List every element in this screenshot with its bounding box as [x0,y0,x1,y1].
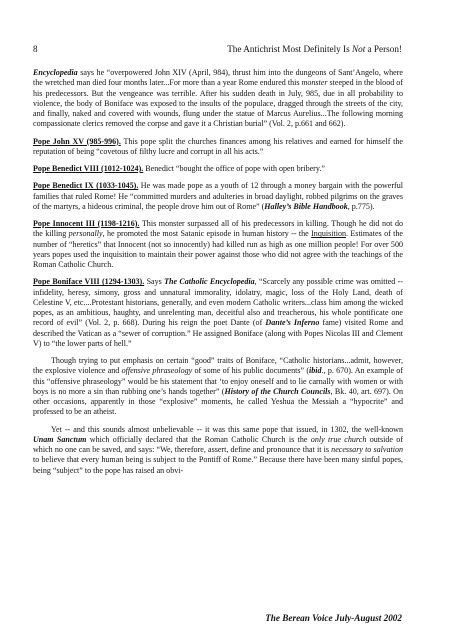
pope-heading: Pope Benedict IX (1033-1045). [33,181,139,191]
text-span: ., p. 670). An example of this “offensive phraseology” would be his statement that ‘to enjoy oneself and to lie carnally with women or with boys is no more a sin than rubbing one’s hands together” ( [33,366,404,396]
history-ref: History of the Church Councils [224,386,331,396]
paragraph-john-xv [33,137,403,158]
text-span: Benedict “bought the office of pope with open bribery.” [143,164,325,173]
unam-sanctum-ref: Unam Sanctum [33,434,87,444]
text-span: Says [144,277,165,287]
text-span: , Bk. 40, art. 697). On other occasions, apparently in those “explosive” moments, he called Yeshua the Messiah a “hypocrite” and professed to be an atheist. [33,386,403,417]
magazine-name: The Berean Voice [265,613,333,623]
inquisition-underline: Inquisition [311,229,346,239]
paragraph-innocent-iii [33,219,403,270]
monster-emphasis: monster [301,78,328,88]
running-title-pre: The Antichrist Most Definitely Is [227,44,352,54]
pope-heading: Pope John XV (985-996). [33,136,121,146]
text-span: says he “overpowered John XIV (April, 984), thrust him into the dungeons of Sant’Angelo, where the wretched man died four months later...For more than a year Rome endured this [33,68,403,88]
encyclopedia-ref: Encyclopedia [33,68,78,77]
text-span: This monster surpassed all of his predecessors in killing. Though he did not do the killing [33,219,403,239]
book-ref: Halley’s Bible Handbook [264,201,348,211]
text-span: outside of which no one can be saved, and says: “We, therefore, assert, define and pronounce that it is [33,434,403,454]
paragraph-unam-sanctum [33,425,403,476]
article-body [33,68,403,483]
text-span: . Estimates of the number of “heretics” that Innocent (not so innocently) had killed run as high as one million people! For over 500 years popes used the inquisition to maintain their power against those who did not agree with the teachings of the Roman Catholic Church. [33,229,403,269]
page-header [33,44,402,55]
text-span: , “Scarcely any possible crime was omitted -- infidelity, heresy, simony, gross and unnatural immorality, idolatry, magic, loss of the Holy Land, death of Celestine V, etc....Protestant historians, generally, and even modern Catholic writers...class him among the wicked popes, as an ambitious, haughty, and unrelenting man, deceitful also and treacherous, his whole pontificate one record of evil” (Vol. 2, p. 668). During his reign the poet Dante (of [33,277,403,328]
only-true-church-emphasis: only true church [310,434,367,444]
paragraph-benedict-viii [33,164,403,174]
catholic-encyclopedia-ref: The Catholic Encyclopedia [164,277,255,287]
pope-heading: Pope Boniface VIII (1294-1303). [33,277,145,287]
text-span: , p.775). [347,201,375,211]
running-title [227,44,402,55]
text-span: He was made pope as a youth of 12 through a money bargain with the powerful families that ruled Rome! He “committed murders and adulteries in broad daylight, robbed pilgrims on the graves of the martyrs, a hideous criminal, the people drove him out of Rome” ( [33,181,403,211]
text-span: which officially declared that the Roman Catholic Church is the [86,434,311,444]
paragraph-encyclopedia-quote [33,68,403,130]
text-span: fame) visited Rome and described the Vatican as a “sewer of corruption.” He assigned Boniface (along with Popes Nicolas III and Clement V) to “the lower parts of hell.” [33,318,403,348]
running-title-post: a Person! [365,44,402,54]
text-span: Yet -- and this sounds almost unbelievable -- it was this same pope that issued, in 1302, the well-known [51,424,403,434]
text-span: steeped in the blood of his predecessors. But the vengeance was terrible. After his sudden death in July, 985, due in all probability to violence, the body of Boniface was exposed to the insults of the populace, dragged through the streets of the city, and finally, naked and covered with wounds, flung under the statue of Marcus Aurelius...The following morning compassionate clerics removed the corpse and gave it a Christian burial” (Vol. 2, p.661 and 662). [33,78,403,129]
paragraph-boniface-viii [33,277,403,349]
running-title-emphasis: Not [351,44,366,54]
text-span: Though trying to put emphasis on certain “good” traits of Boniface, “Catholic historians...admit, however, the explosive violence and [33,356,403,376]
paragraph-benedict-ix [33,181,403,212]
dante-ref: Dante’s Inferno [265,318,320,328]
text-span: to believe that every human being is subject to the Pontiff of Rome.” Because there have been many sinful popes, being “subject” to the pope has raised an obvi- [33,455,403,475]
offensive-emphasis: offensive phraseology [121,366,193,376]
page-number: 8 [33,44,38,54]
pope-heading: Pope Benedict VIII (1012-1024). [33,164,144,173]
personally-emphasis: personally [68,229,103,239]
issue-date: July-August 2002 [332,613,402,623]
text-span: , he promoted the most Satanic episode in human history -- the [102,229,312,239]
necessary-emphasis: necessary to salvation [331,445,404,454]
pope-heading: Pope Innocent III (1198-1216). [33,219,140,228]
page-footer [265,613,402,624]
ibid-ref: ibid [309,366,322,376]
paragraph-offensive-phraseology [33,356,403,418]
text-span: This pope split the churches finances among his relatives and earned for himself the reputation of being “covetous of filthy lucre and corrupt in all his acts.” [33,136,403,156]
text-span: of some of his public documents” ( [192,366,310,376]
